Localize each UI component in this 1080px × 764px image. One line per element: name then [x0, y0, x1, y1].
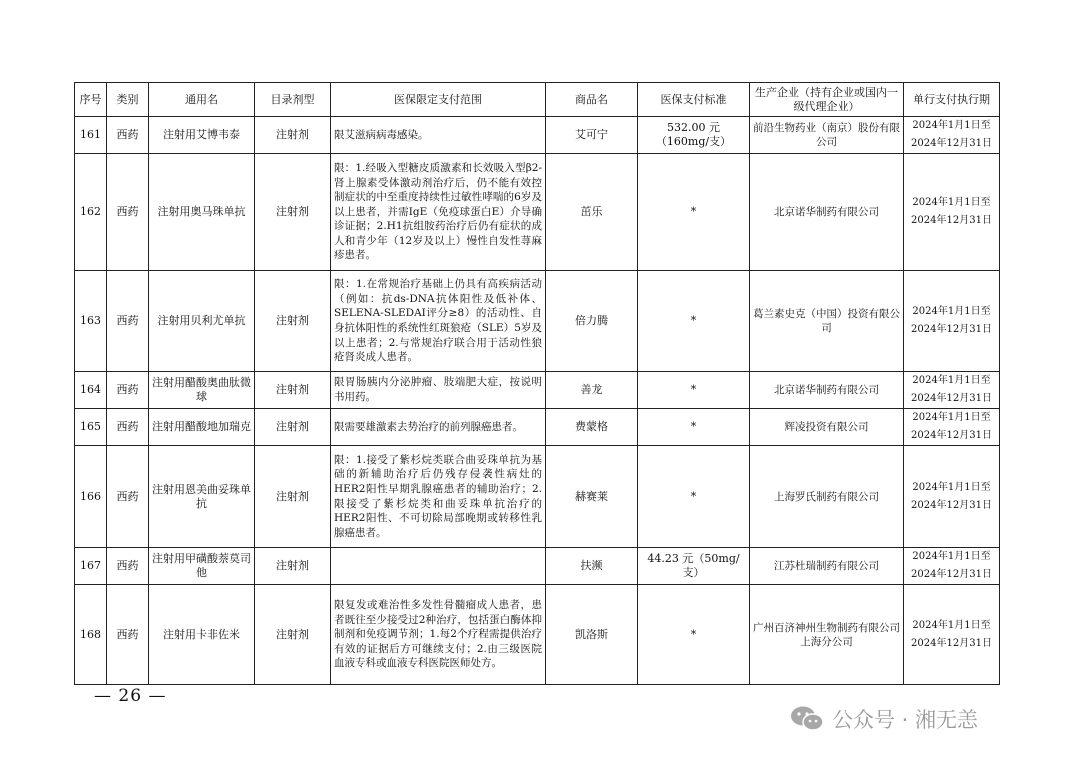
cell-manufacturer: 上海罗氏制药有限公司: [750, 446, 904, 548]
cell-period: 2024年1月1日至2024年12月31日: [904, 271, 1000, 372]
cell-brand-name: 扶濒: [546, 548, 638, 585]
cell-category: 西药: [107, 446, 149, 548]
cell-dosage-form: 注射剂: [255, 117, 331, 154]
table-row: [75, 154, 1000, 271]
header-payment-scope: 医保限定支付范围: [331, 83, 546, 117]
cell-period: 2024年1月1日至2024年12月31日: [904, 548, 1000, 585]
header-no: 序号: [75, 83, 107, 117]
cell-no: 163: [75, 271, 107, 372]
cell-category: 西药: [107, 154, 149, 271]
cell-manufacturer: 葛兰素史克（中国）投资有限公司: [750, 271, 904, 372]
cell-category: 西药: [107, 548, 149, 585]
cell-payment-standard: *: [638, 585, 750, 685]
table-row: [75, 372, 1000, 409]
wechat-icon: [790, 705, 824, 733]
cell-payment-standard: *: [638, 409, 750, 446]
table-row: [75, 548, 1000, 585]
cell-no: 161: [75, 117, 107, 154]
cell-no: 166: [75, 446, 107, 548]
cell-generic-name: 注射用醋酸地加瑞克: [149, 409, 255, 446]
cell-manufacturer: 辉凌投资有限公司: [750, 409, 904, 446]
cell-category: 西药: [107, 585, 149, 685]
cell-category: 西药: [107, 372, 149, 409]
cell-manufacturer: 北京诺华制药有限公司: [750, 154, 904, 271]
cell-no: 167: [75, 548, 107, 585]
table-row: [75, 271, 1000, 372]
header-manufacturer: 生产企业（持有企业或国内一级代理企业）: [750, 83, 904, 117]
header-dosage-form: 目录剂型: [255, 83, 331, 117]
cell-generic-name: 注射用卡非佐米: [149, 585, 255, 685]
table-row: [75, 117, 1000, 154]
cell-brand-name: 善龙: [546, 372, 638, 409]
cell-brand-name: 倍力腾: [546, 271, 638, 372]
cell-period: 2024年1月1日至2024年12月31日: [904, 446, 1000, 548]
cell-brand-name: 凯洛斯: [546, 585, 638, 685]
cell-payment-standard: *: [638, 154, 750, 271]
cell-dosage-form: 注射剂: [255, 585, 331, 685]
cell-category: 西药: [107, 117, 149, 154]
cell-payment-scope: [331, 548, 546, 585]
cell-payment-standard: 44.23 元（50mg/支）: [638, 548, 750, 585]
cell-payment-scope: 限复发或难治性多发性骨髓瘤成人患者，患者既往至少接受过2种治疗，包括蛋白酶体抑制剂和免疫调节剂；1.每2个疗程需提供治疗有效的证据后方可继续支付；2.由三级医院血液专科或血液专科医院医师处方。: [331, 585, 546, 685]
table-row: [75, 446, 1000, 548]
cell-period: 2024年1月1日至2024年12月31日: [904, 409, 1000, 446]
cell-payment-scope: 限需要雄激素去势治疗的前列腺癌患者。: [331, 409, 546, 446]
page-number: — 26 —: [94, 686, 167, 706]
cell-dosage-form: 注射剂: [255, 409, 331, 446]
cell-generic-name: 注射用艾博韦泰: [149, 117, 255, 154]
cell-manufacturer: 广州百济神州生物制药有限公司上海分公司: [750, 585, 904, 685]
cell-dosage-form: 注射剂: [255, 154, 331, 271]
cell-payment-standard: *: [638, 271, 750, 372]
cell-generic-name: 注射用奥马珠单抗: [149, 154, 255, 271]
watermark-text: 公众号 · 湘无恙: [832, 708, 979, 732]
cell-brand-name: 茁乐: [546, 154, 638, 271]
cell-generic-name: 注射用醋酸奥曲肽微球: [149, 372, 255, 409]
cell-generic-name: 注射用恩美曲妥珠单抗: [149, 446, 255, 548]
cell-brand-name: 费蒙格: [546, 409, 638, 446]
cell-manufacturer: 江苏杜瑞制药有限公司: [750, 548, 904, 585]
cell-no: 168: [75, 585, 107, 685]
cell-payment-standard: *: [638, 372, 750, 409]
cell-dosage-form: 注射剂: [255, 271, 331, 372]
cell-payment-scope: 限：1.经吸入型糖皮质激素和长效吸入型β2-肾上腺素受体激动剂治疗后，仍不能有效控制症状的中至重度持续性过敏性哮喘的6岁及以上患者，并需IgE（免疫球蛋白E）介导确诊证据；2.H1抗组胺药治疗后仍有症状的成人和青少年（12岁及以上）慢性自发性荨麻疹患者。: [331, 154, 546, 271]
cell-dosage-form: 注射剂: [255, 372, 331, 409]
cell-dosage-form: 注射剂: [255, 446, 331, 548]
cell-category: 西药: [107, 409, 149, 446]
cell-no: 162: [75, 154, 107, 271]
cell-period: 2024年1月1日至2024年12月31日: [904, 117, 1000, 154]
cell-payment-standard: *: [638, 446, 750, 548]
cell-payment-standard: 532.00 元（160mg/支）: [638, 117, 750, 154]
cell-period: 2024年1月1日至2024年12月31日: [904, 585, 1000, 685]
cell-payment-scope: 限：1.在常规治疗基础上仍具有高疾病活动（例如：抗ds-DNA抗体阳性及低补体、SELENA-SLEDAI评分≥8）的活动性、自身抗体阳性的系统性红斑狼疮（SLE）5岁及以上患者；2.与常规治疗联合用于活动性狼疮肾炎成人患者。: [331, 271, 546, 372]
cell-brand-name: 赫赛莱: [546, 446, 638, 548]
cell-payment-scope: 限：1.接受了紫杉烷类联合曲妥珠单抗为基础的新辅助治疗后仍残存侵袭性病灶的HER2阳性早期乳腺癌患者的辅助治疗；2.限接受了紫杉烷类和曲妥珠单抗治疗的HER2阳性、不可切除局部晚期或转移性乳腺癌患者。: [331, 446, 546, 548]
cell-manufacturer: 北京诺华制药有限公司: [750, 372, 904, 409]
cell-generic-name: 注射用甲磺酸萘莫司他: [149, 548, 255, 585]
table-row: [75, 409, 1000, 446]
cell-period: 2024年1月1日至2024年12月31日: [904, 154, 1000, 271]
cell-payment-scope: 限胃肠胰内分泌肿瘤、肢端肥大症，按说明书用药。: [331, 372, 546, 409]
drug-table: [74, 82, 1000, 685]
header-brand-name: 商品名: [546, 83, 638, 117]
header-generic-name: 通用名: [149, 83, 255, 117]
cell-period: 2024年1月1日至2024年12月31日: [904, 372, 1000, 409]
cell-no: 164: [75, 372, 107, 409]
cell-no: 165: [75, 409, 107, 446]
table-row: [75, 585, 1000, 685]
cell-category: 西药: [107, 271, 149, 372]
cell-manufacturer: 前沿生物药业（南京）股份有限公司: [750, 117, 904, 154]
cell-payment-scope: 限艾滋病病毒感染。: [331, 117, 546, 154]
cell-generic-name: 注射用贝利尤单抗: [149, 271, 255, 372]
cell-dosage-form: 注射剂: [255, 548, 331, 585]
watermark: [790, 703, 978, 735]
table-header-row: [75, 83, 1000, 117]
header-period: 单行支付执行期: [904, 83, 1000, 117]
cell-brand-name: 艾可宁: [546, 117, 638, 154]
header-payment-standard: 医保支付标准: [638, 83, 750, 117]
header-category: 类别: [107, 83, 149, 117]
